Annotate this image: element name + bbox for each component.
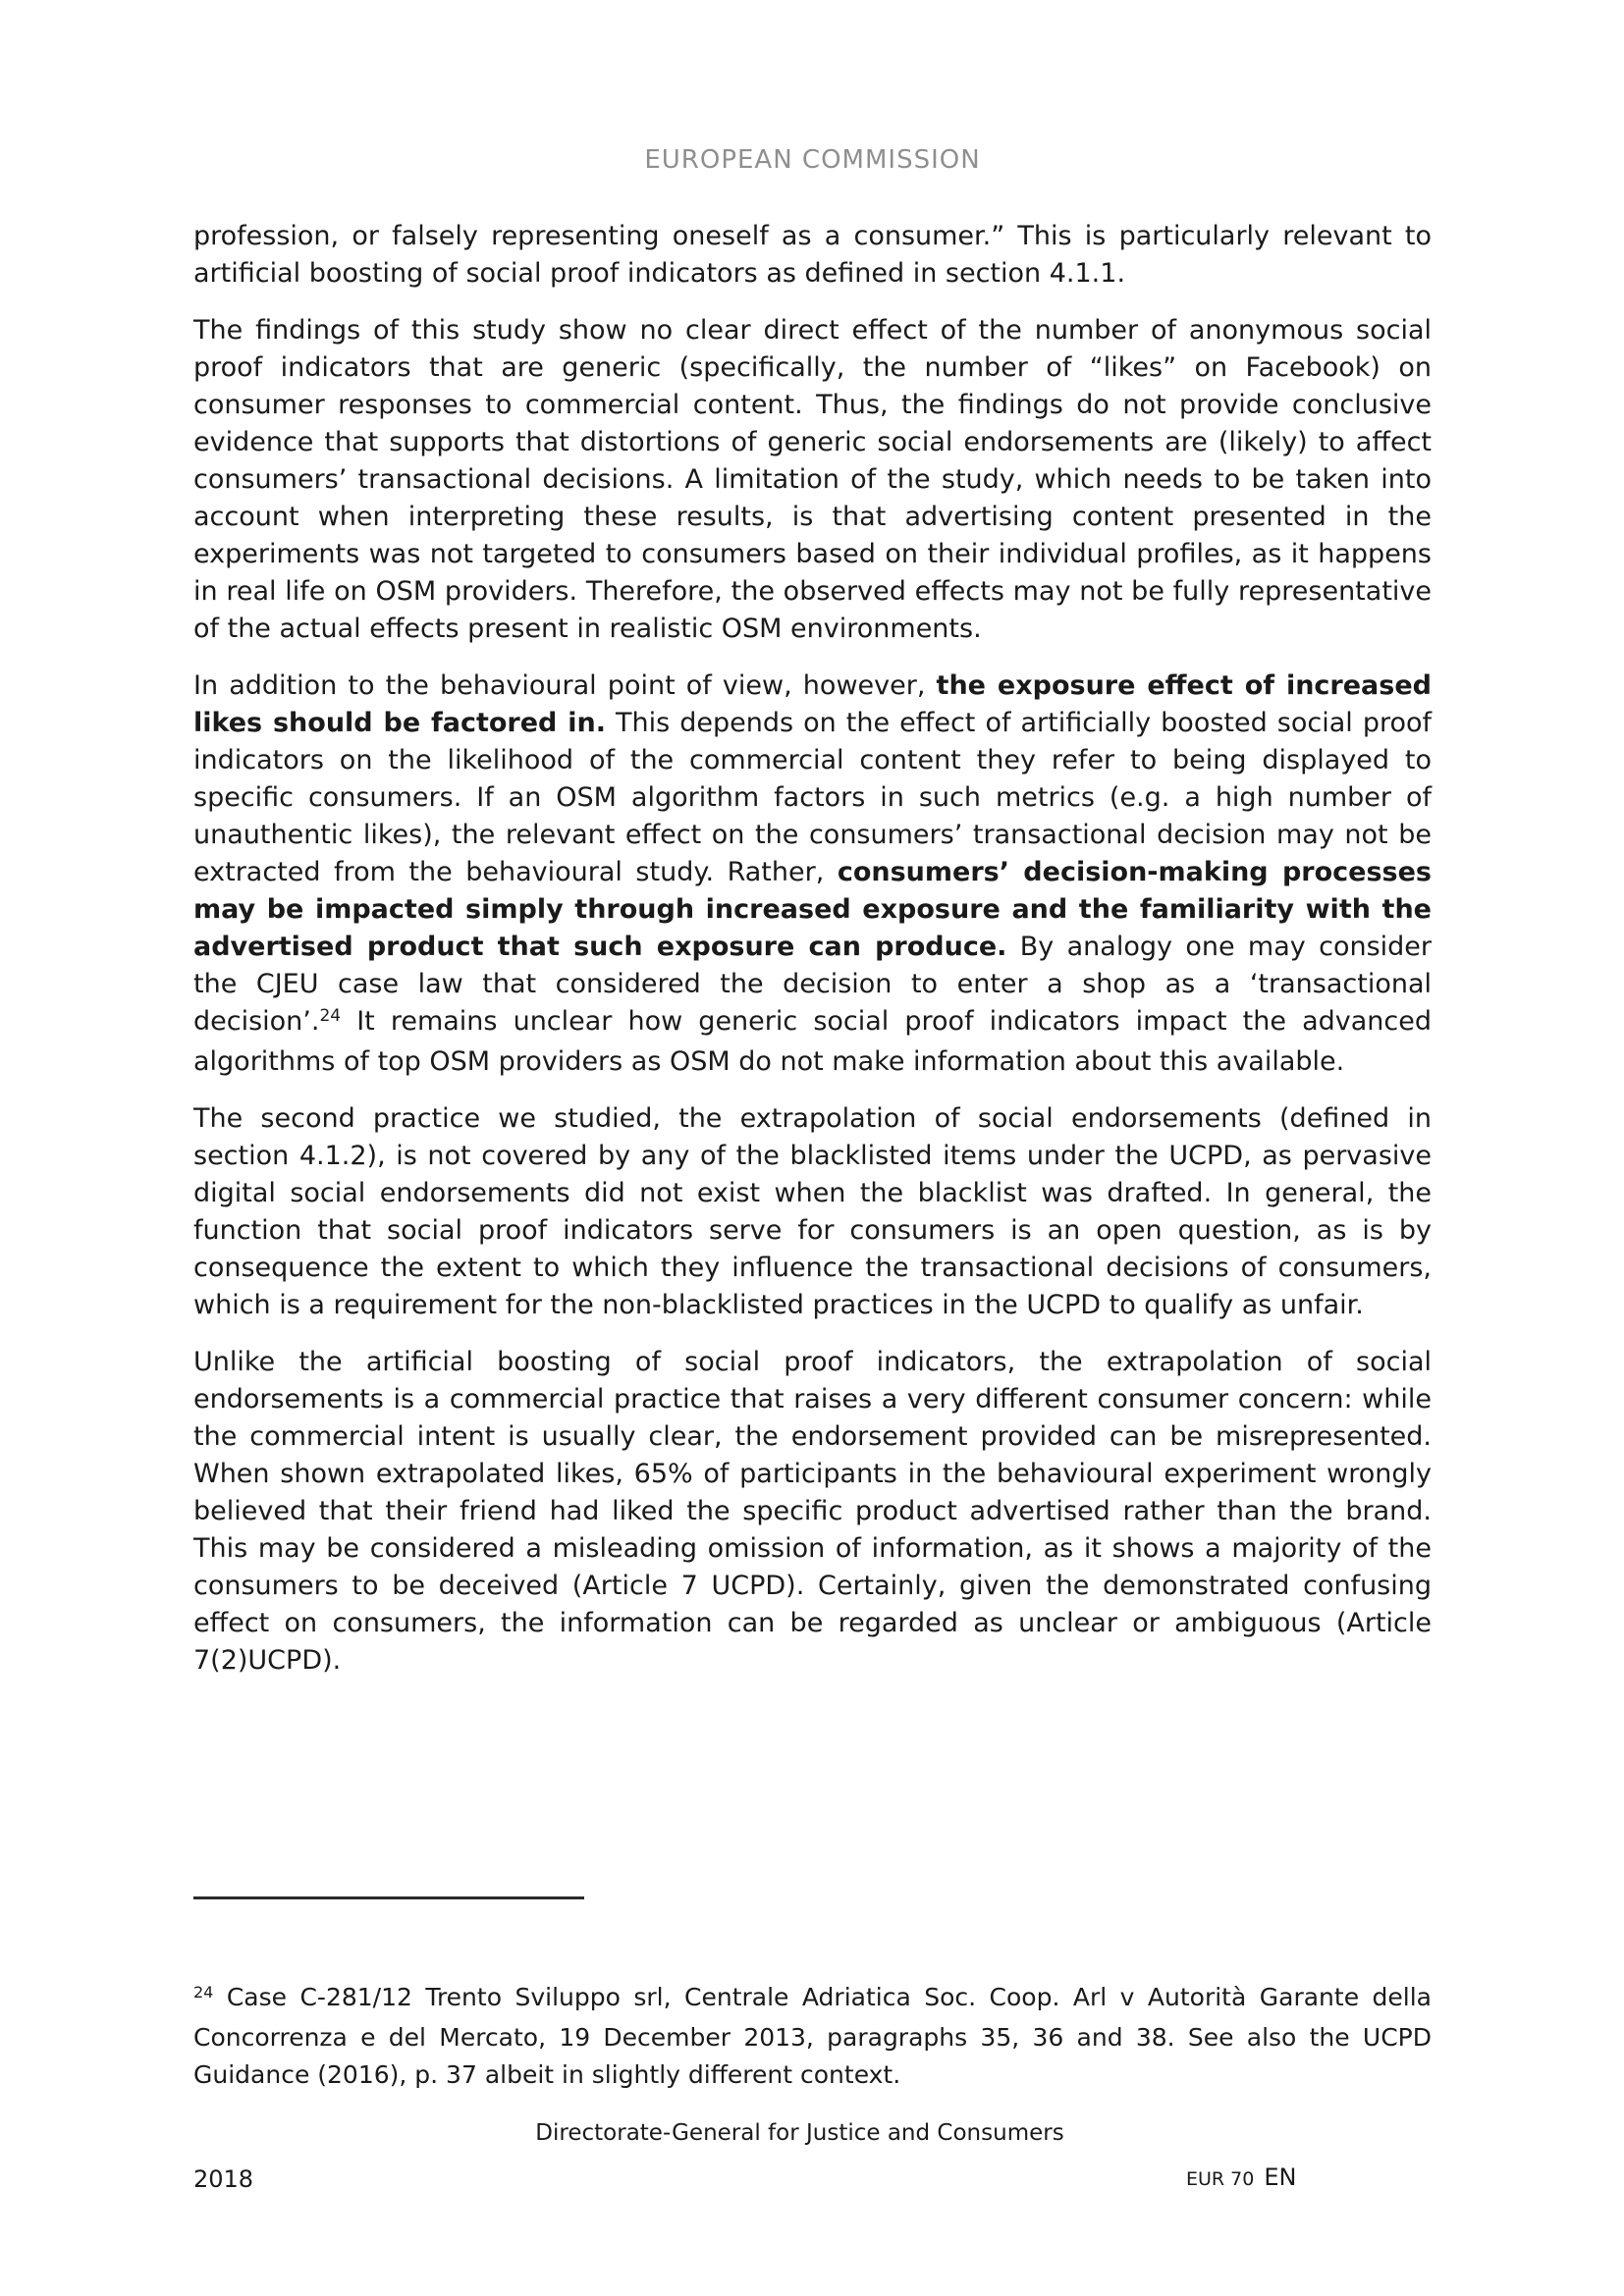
- paragraph: [193, 312, 1432, 648]
- text-run: profession, or falsely representing oneself as a consumer.” This is particularly relevant to artificial boosting of social proof indicators as defined in section 4.1.1.: [193, 221, 1432, 289]
- footer-department: Directorate-General for Justice and Consumers: [535, 2120, 1064, 2146]
- footer-language: EN: [1264, 2163, 1297, 2191]
- paragraph: [193, 1100, 1432, 1324]
- bold-text: the exposure effect of increased likes should be factored in.: [193, 670, 1432, 738]
- paragraph: [193, 1344, 1432, 1680]
- paragraph: [193, 667, 1432, 1081]
- text-run: By analogy one may consider the CJEU case law that considered the decision to enter a shop as a ‘transactional decision’.: [193, 932, 1432, 1037]
- bold-text: consumers’ decision-making processes may be impacted simply through increased exposure and the familiarity with the advertised product that such exposure can produce.: [193, 857, 1433, 962]
- body-text: [193, 218, 1432, 1699]
- footnote: [193, 1979, 1432, 2094]
- paragraph: [193, 218, 1432, 293]
- footer-publication-info: [1186, 2163, 1296, 2191]
- footer-report-code: EUR 70: [1186, 2168, 1255, 2190]
- footnote-reference: 24: [319, 1006, 342, 1026]
- footer-year: 2018: [193, 2165, 254, 2193]
- text-run: This depends on the effect of artificially boosted social proof indicators on the likelihood of the commercial content they refer to being displayed to specific consumers. If an OSM algorithm factors in such metrics (e.g. a high number of unauthentic likes), the relevant effect on the consumers’ transactional decision may not be extracted from the behavioural study. Rather,: [193, 708, 1433, 887]
- text-run: Case C-281/12 Trento Sviluppo srl, Centrale Adriatica Soc. Coop. Arl v Autorità Garante della Concorrenza e del Mercato, 19 December 2013, paragraphs 35, 36 and 38. See also the UCPD Guidance (2016), p. 37 albeit in slightly different context.: [193, 1983, 1432, 2089]
- footnote-reference: 24: [193, 1983, 214, 2002]
- text-run: It remains unclear how generic social proof indicators impact the advanced algorithms of top OSM providers as OSM do not make information about this available.: [193, 1006, 1432, 1077]
- page-header: [193, 145, 1432, 175]
- text-run: The findings of this study show no clear direct effect of the number of anonymous social proof indicators that are generic (specifically, the number of “likes” on Facebook) on consumer responses to commercial content. Thus, the findings do not provide conclusive evidence that supports that distortions of generic social endorsements are (likely) to affect consumers’ transactional decisions. A limitation of the study, which needs to be taken into account when interpreting these results, is that advertising content presented in the experiments was not targeted to consumers based on their individual profiles, as it happens in real life on OSM providers. Therefore, the observed effects may not be fully representative of the actual effects present in realistic OSM environments.: [193, 315, 1432, 644]
- text-run: The second practice we studied, the extrapolation of social endorsements (defined in section 4.1.2), is not covered by any of the blacklisted items under the UCPD, as pervasive digital social endorsements did not exist when the blacklist was drafted. In general, the function that social proof indicators serve for consumers is an open question, as is by consequence the extent to which they influence the transactional decisions of consumers, which is a requirement for the non-blacklisted practices in the UCPD to qualify as unfair.: [193, 1103, 1432, 1320]
- footnote-separator: [193, 1896, 584, 1899]
- text-run: Unlike the artificial boosting of social proof indicators, the extrapolation of social endorsements is a commercial practice that raises a very different consumer concern: while the commercial intent is usually clear, the endorsement provided can be misrepresented. When shown extrapolated likes, 65% of participants in the behavioural experiment wrongly believed that their friend had liked the specific product advertised rather than the brand. This may be considered a misleading omission of information, as it shows a majority of the consumers to be deceived (Article 7 UCPD). Certainly, given the demonstrated confusing effect on consumers, the information can be regarded as unclear or ambiguous (Article 7(2)UCPD).: [193, 1347, 1432, 1676]
- text-run: In addition to the behavioural point of view, however,: [193, 670, 937, 701]
- header-title: EUROPEAN COMMISSION: [644, 145, 981, 175]
